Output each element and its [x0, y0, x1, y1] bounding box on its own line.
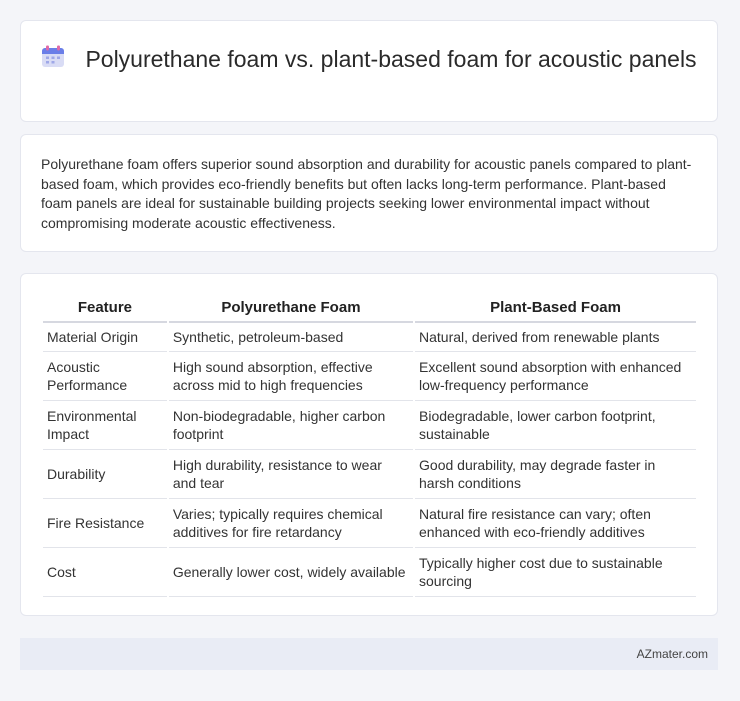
feature-cell: Fire Resistance	[43, 499, 167, 548]
feature-cell: Cost	[43, 548, 167, 597]
plant-based-cell: Natural fire resistance can vary; often enhanced with eco-friendly additives	[415, 499, 696, 548]
table-row	[43, 450, 696, 499]
feature-cell: Environmental Impact	[43, 401, 167, 450]
polyurethane-cell: Generally lower cost, widely available	[169, 548, 413, 597]
footer-bar	[20, 638, 718, 670]
polyurethane-cell: High durability, resistance to wear and tear	[169, 450, 413, 499]
table-row	[43, 499, 696, 548]
polyurethane-cell: Synthetic, petroleum-based	[169, 323, 413, 352]
table-header-row	[43, 294, 696, 323]
comparison-card	[20, 273, 718, 616]
polyurethane-cell: Non-biodegradable, higher carbon footprint	[169, 401, 413, 450]
page-title-text: Polyurethane foam vs. plant-based foam for acoustic panels	[85, 46, 697, 72]
polyurethane-cell: High sound absorption, effective across mid to high frequencies	[169, 352, 413, 401]
feature-cell: Material Origin	[43, 323, 167, 352]
header-plant-based: Plant-Based Foam	[415, 294, 696, 323]
plant-based-cell: Biodegradable, lower carbon footprint, sustainable	[415, 401, 696, 450]
summary-card	[20, 134, 718, 252]
feature-cell: Durability	[43, 450, 167, 499]
feature-cell: Acoustic Performance	[43, 352, 167, 401]
plant-based-cell: Good durability, may degrade faster in harsh conditions	[415, 450, 696, 499]
plant-based-cell: Natural, derived from renewable plants	[415, 323, 696, 352]
summary-text: Polyurethane foam offers superior sound absorption and durability for acoustic panels compared to plant-based foam, which provides eco-friendly benefits but often lacks long-term performance. Plant-based foam panels are ideal for sustainable building projects seeking lower environmental impact without compromising moderate acoustic effectiveness.	[41, 156, 692, 231]
plant-based-cell: Typically higher cost due to sustainable sourcing	[415, 548, 696, 597]
table-row	[43, 401, 696, 450]
table-row	[43, 352, 696, 401]
header-polyurethane: Polyurethane Foam	[169, 294, 413, 323]
title-card	[20, 20, 718, 122]
table-row	[43, 323, 696, 352]
polyurethane-cell: Varies; typically requires chemical additives for fire retardancy	[169, 499, 413, 548]
table-row	[43, 548, 696, 597]
plant-based-cell: Excellent sound absorption with enhanced low-frequency performance	[415, 352, 696, 401]
header-feature: Feature	[43, 294, 167, 323]
calendar-icon	[41, 45, 65, 76]
page-title	[21, 45, 717, 76]
comparison-table	[41, 294, 698, 597]
footer-site-link[interactable]: AZmater.com	[636, 647, 708, 661]
